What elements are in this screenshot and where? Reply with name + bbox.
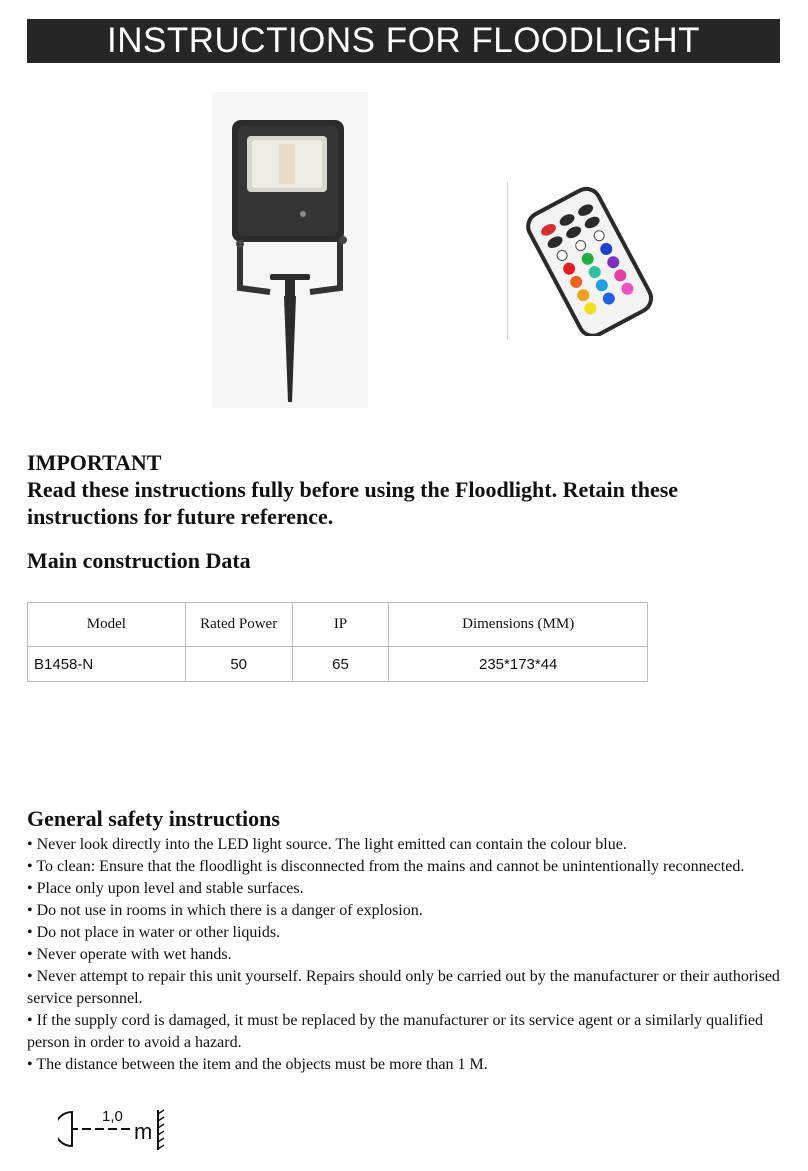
- safety-heading: General safety instructions: [27, 806, 280, 831]
- list-item: • To clean: Ensure that the floodlight is disconnected from the mains and cannot be unintentionally reconnected.: [27, 858, 745, 875]
- column-header: IP: [292, 603, 389, 647]
- distance-symbol: [58, 1106, 168, 1152]
- table-cell-model: B1458-N: [28, 647, 186, 682]
- safety-list: [27, 834, 787, 1076]
- remote-control-image: [520, 186, 660, 336]
- column-header: Model: [28, 603, 186, 647]
- table-cell-power: 50: [185, 647, 292, 682]
- list-item: • Do not place in water or other liquids.: [27, 924, 281, 941]
- list-item: • Never look directly into the LED light source. The light emitted can contain the colour blue.: [27, 836, 627, 853]
- divider-line: [507, 182, 508, 340]
- important-notice: [27, 449, 787, 530]
- construction-data-table: [27, 602, 648, 682]
- main-data-heading: Main construction Data: [27, 548, 251, 573]
- important-heading: IMPORTANT: [27, 450, 162, 475]
- table-cell-ip: 65: [292, 647, 389, 682]
- distance-unit: m: [134, 1119, 153, 1144]
- table-cell-dimensions: 235*173*44: [389, 647, 648, 682]
- table-header-row: [28, 603, 648, 647]
- list-item: • Place only upon level and stable surfaces.: [27, 880, 304, 897]
- list-item: • The distance between the item and the objects must be more than 1 M.: [27, 1056, 488, 1073]
- list-item: • Never attempt to repair this unit yourself. Repairs should only be carried out by the manufacturer or their authorised service personnel.: [27, 968, 780, 1007]
- important-text: Read these instructions fully before using the Floodlight. Retain these instructions for future reference.: [27, 477, 679, 529]
- list-item: • Do not use in rooms in which there is a danger of explosion.: [27, 902, 423, 919]
- column-header: Rated Power: [185, 603, 292, 647]
- column-header: Dimensions (MM): [389, 603, 648, 647]
- page-title: INSTRUCTIONS FOR FLOODLIGHT: [27, 19, 780, 63]
- table-row: [28, 647, 648, 682]
- list-item: • Never operate with wet hands.: [27, 946, 232, 963]
- list-item: • If the supply cord is damaged, it must be replaced by the manufacturer or its service agent or a similarly qualified person in order to avoid a hazard.: [27, 1012, 764, 1051]
- floodlight-image: [212, 92, 368, 408]
- distance-value: 1,0: [102, 1108, 123, 1125]
